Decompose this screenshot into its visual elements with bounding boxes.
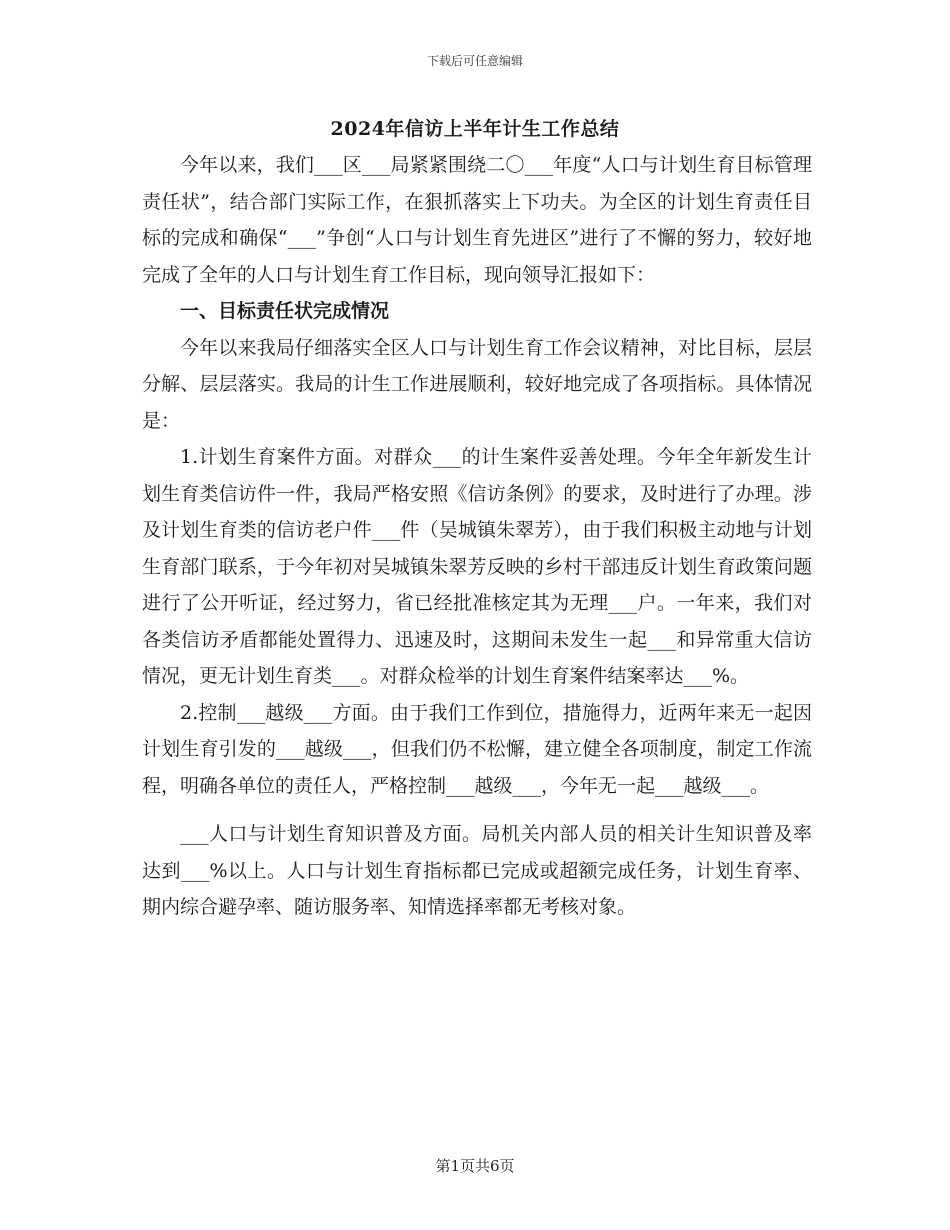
intro-paragraph: 今年以来，我们___区___局紧紧围绕二〇___年度“人口与计划生育目标管理责任状”，结合部门实际工作，在狠抓落实上下功夫。为全区的计划生育责任目标的完成和确保“___”争创“人口与计划生育先进区”进行了不懈的努力，较好地完成了全年的人口与计划生育工作目标，现向领导汇报如下： [142,154,812,286]
page-number: 第1页共6页 [435,1157,515,1175]
header-note: 下载后可任意编辑 [426,54,523,68]
item-3-paragraph: ___人口与计划生育知识普及方面。局机关内部人员的相关计生知识普及率达到___%以上。人口与计划生育指标都已完成或超额完成任务，计划生育率、期内综合避孕率、随访服务率、知情选择率都无考核对象。 [142,823,812,918]
document-body [142,147,812,926]
document-title: 2024年信访上半年计生工作总结 [330,118,620,140]
item-1-paragraph: 1.计划生育案件方面。对群众___的计生案件妥善处理。今年全年新发生计划生育类信访件一件，我局严格安照《信访条例》的要求，及时进行了办理。涉及计划生育类的信访老户件___件（吴城镇朱翠芳），由于我们积极主动地与计划生育部门联系，于今年初对吴城镇朱翠芳反映的乡村干部违反计划生育政策问题进行了公开听证，经过努力，省已经批准核定其为无理___户。一年来，我们对各类信访矛盾都能处置得力、迅速及时，这期间未发生一起___和异常重大信访情况，更无计划生育类___。对群众检举的计划生育案件结案率达___%。 [142,446,812,687]
section-heading: 一、目标责任状完成情况 [180,300,390,322]
item-2-paragraph: 2.控制___越级___方面。由于我们工作到位，措施得力，近两年来无一起因计划生育引发的___越级___，但我们仍不松懈，建立健全各项制度，制定工作流程，明确各单位的责任人，严格控制___越级___，今年无一起___越级___。 [142,701,812,797]
section-intro-paragraph: 今年以来我局仔细落实全区人口与计划生育工作会议精神，对比目标，层层分解、层层落实。我局的计生工作进展顺利，较好地完成了各项指标。具体情况是： [142,336,812,432]
